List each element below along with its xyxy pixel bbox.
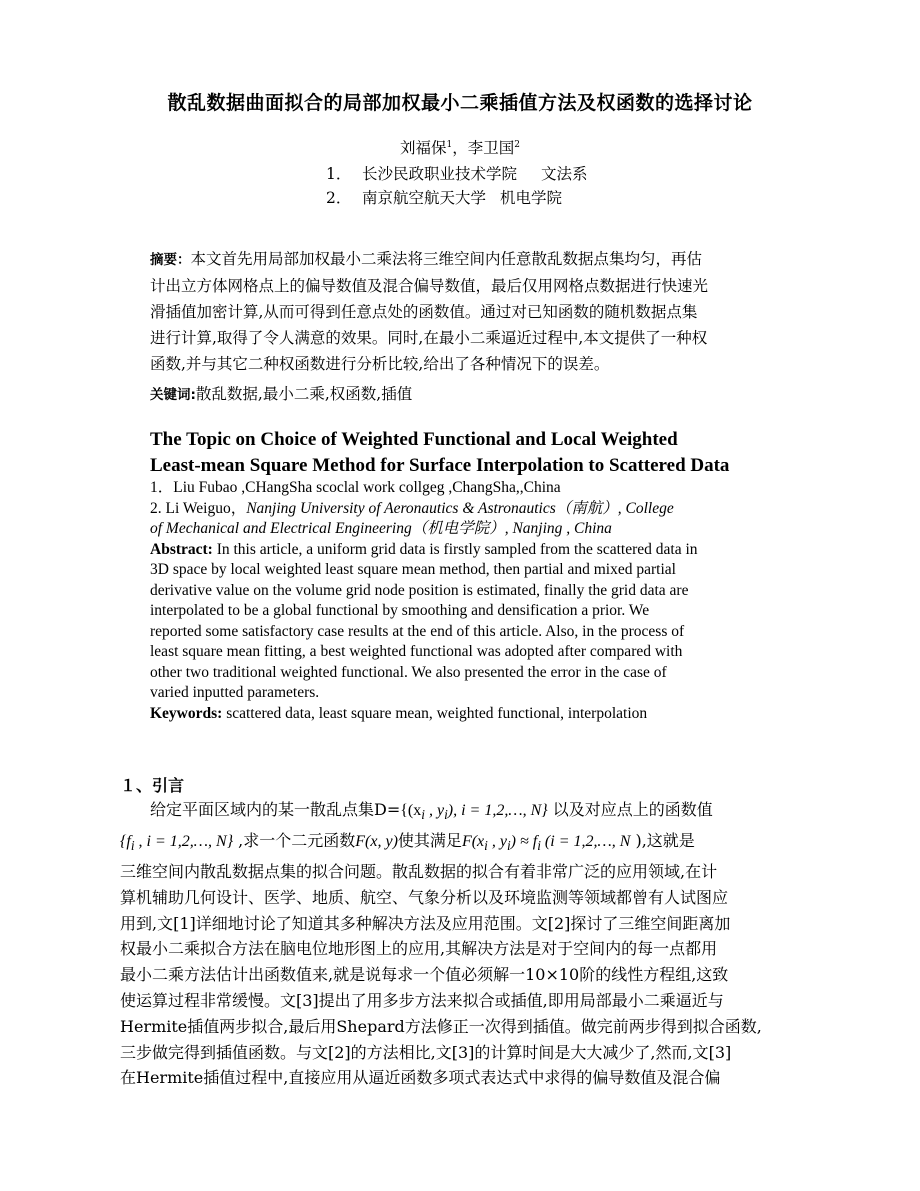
paper-title-en-line: Least-mean Square Method for Surface Interpolation to Scattered Data: [150, 455, 730, 476]
keywords-cn-label: 关键词:: [150, 387, 196, 403]
affiliation-department: 机电学院: [500, 189, 563, 207]
abstract-cn-line: 本文首先用局部加权最小二乘法将三维空间内任意散乱数据点集均匀，再估: [190, 250, 703, 268]
abstract-cn-line: 计出立方体网格点上的偏导数值及混合偏导数值，最后仅用网格点数据进行快速光: [150, 277, 709, 295]
author-1: 刘福保: [399, 139, 447, 157]
math-run: ), i = 1,2,…, N}: [447, 802, 548, 819]
math-expression: [400, 802, 548, 823]
abstract-cn-line: 函数,并与其它二种权函数进行分析比较,给出了各种情况下的误差。: [150, 355, 610, 373]
keywords-cn-text: 散乱数据,最小二乘,权函数,插值: [195, 385, 413, 403]
body-line: 权最小二乘拟合方法在脑电位地形图上的应用,其解决方法是对于空间内的每一点都用: [120, 939, 718, 959]
body-text-run: ,求一个二元函数: [233, 830, 356, 850]
math-expression: [461, 832, 631, 854]
author-separator: ，: [452, 139, 468, 157]
affiliation-en-1: 1．Liu Fubao ,CHangSha scoclal work collgeg ,ChangSha,,China: [150, 479, 561, 496]
author-2-affil-mark: 2: [514, 140, 520, 150]
abstract-en-line: interpolated to be a global functional by smoothing and densification a prior. We: [150, 602, 650, 619]
author-2: 李卫国: [467, 139, 515, 157]
body-line: 用到,文[1]详细地讨论了知道其多种解决方法及应用范围。文[2]探讨了三维空间距离加: [120, 913, 731, 933]
affiliation-institution: 南京航空航天大学: [362, 189, 487, 207]
body-line: 最小二乘方法估计出函数值来,就是说每求一个值必须解一10×10阶的线性方程组,这致: [120, 965, 729, 985]
math-run: {(x: [400, 802, 422, 819]
body-line: 三维空间内散乱数据点集的拟合问题。散乱数据的拟合有着非常广泛的应用领域,在计: [120, 861, 718, 881]
affiliation-list: [326, 162, 588, 210]
keywords-en-text: scattered data, least square mean, weighted functional, interpolation: [222, 704, 648, 722]
body-text-run: 以及对应点上的函数值: [547, 800, 713, 819]
body-line: 在Hermite插值过程中,直接应用从逼近函数多项式表达式中求得的偏导数值及混合偏: [120, 1068, 721, 1088]
math-subscript: i: [421, 807, 425, 823]
math-subscript: i: [537, 838, 541, 854]
abstract-cn: [150, 246, 775, 377]
section-body: [120, 797, 762, 1091]
affiliation-en-2: [150, 499, 698, 520]
abstract-en-line: varied inputted parameters.: [150, 684, 320, 701]
keywords-en: [150, 704, 698, 725]
body-line: 使运算过程非常缓慢。文[3]提出了用多步方法来拟合或插值,即用局部最小二乘逼近与: [120, 990, 724, 1010]
body-line: 算机辅助几何设计、医学、地质、航空、气象分析以及环境监测等领域都曾有人试图应: [120, 887, 729, 907]
abstract-en-text: In this article, a uniform grid data is firstly sampled from the scattered data in: [212, 540, 698, 558]
abstract-cn-line: 滑插值加密计算,从而可得到任意点处的函数值。通过对已知函数的随机数据点集: [150, 303, 698, 321]
affiliation-2: [326, 186, 588, 210]
abstract-en-line: reported some satisfactory case results at the end of this article. Also, in the process of: [150, 622, 685, 640]
math-subscript: i: [506, 838, 511, 854]
math-run: {f: [120, 832, 131, 850]
body-text-run: 使其满足: [397, 830, 462, 850]
affiliation-institution: 长沙民政职业技术学院: [362, 165, 518, 183]
math-run: , i = 1,2,…, N}: [134, 832, 234, 850]
affiliation-department: 文法系: [541, 165, 588, 183]
abstract-en-line: other two traditional weighted functional. We also presented the error in the case of: [150, 663, 667, 681]
math-run: , y: [487, 832, 507, 850]
paper-title-en: [150, 427, 729, 479]
body-line: Hermite插值两步拟合,最后用Shepard方法修正一次得到插值。做完前两步得到拟合函数,: [120, 1016, 762, 1036]
english-front-matter: [150, 478, 698, 724]
author-line: [0, 136, 920, 158]
abstract-en-line: [150, 540, 698, 561]
math-run: ) ≈ f: [510, 832, 538, 850]
affiliation-en-institution-cont: of Mechanical and Electrical Engineering（机电学院）, Nanjing , China: [150, 520, 612, 537]
section-heading-introduction: １、引言: [120, 776, 185, 795]
affiliation-number: 1．: [326, 165, 352, 183]
body-line: [120, 797, 762, 828]
affiliation-1: [326, 162, 588, 186]
body-line: 三步做完得到插值函数。与文[2]的方法相比,文[3]的计算时间是大大减少了,然而,文[3]: [120, 1042, 732, 1062]
abstract-en-line: least square mean fitting, a best weighted functional was adopted after compared with: [150, 643, 683, 660]
paper-title-cn: 散乱数据曲面拟合的局部加权最小二乘插值方法及权函数的选择讨论: [167, 92, 753, 114]
math-run: , y: [424, 802, 445, 819]
affiliation-en-3: [150, 519, 698, 540]
math-run: F(x: [461, 832, 485, 850]
math-subscript: i: [130, 838, 135, 854]
math-expression: F(x, y): [355, 832, 398, 850]
affiliation-en-institution: Nanjing University of Aeronautics & Astronautics（南航）, College: [246, 499, 674, 517]
abstract-en-label: Abstract:: [150, 540, 213, 558]
math-subscript: i: [444, 807, 448, 823]
keywords-en-label: Keywords:: [150, 704, 223, 722]
math-expression: [120, 832, 234, 854]
math-run: (i = 1,2,…, N: [540, 832, 631, 850]
abstract-en-line: 3D space by local weighted least square mean method, then partial and mixed partial: [150, 561, 676, 578]
affiliation-en-author: 2. Li Weiguo，: [150, 499, 247, 517]
abstract-cn-label: 摘要：: [150, 252, 191, 268]
keywords-cn: [150, 382, 412, 404]
paper-title-en-line: The Topic on Choice of Weighted Functional and Local Weighted: [150, 429, 678, 450]
author-1-affil-mark: 1: [446, 140, 453, 150]
abstract-cn-line: 进行计算,取得了令人满意的效果。同时,在最小二乘逼近过程中,本文提供了一种权: [150, 329, 708, 347]
body-text-run: 给定平面区域内的某一散乱点集D=: [150, 800, 401, 819]
math-subscript: i: [484, 838, 488, 854]
abstract-en-line: derivative value on the volume grid node position is estimated, finally the grid data are: [150, 581, 689, 599]
body-line: [120, 828, 762, 859]
affiliation-number: 2．: [326, 189, 352, 207]
body-text-run: ),这就是: [630, 830, 695, 850]
